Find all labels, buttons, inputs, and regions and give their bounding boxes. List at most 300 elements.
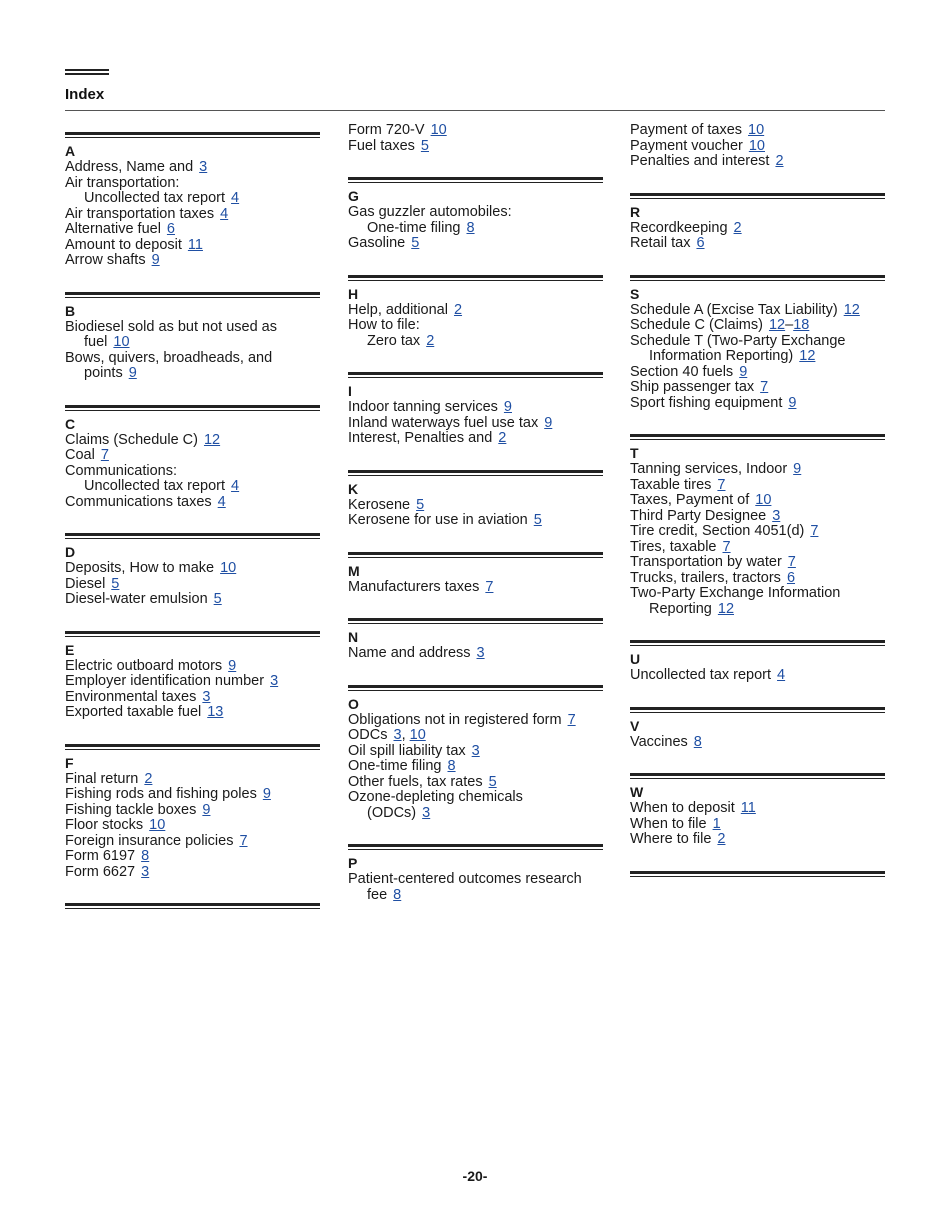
index-entry-text: Schedule A (Excise Tax Liability): [630, 301, 838, 318]
index-entry-text: Uncollected tax report: [84, 478, 226, 494]
index-entry: [630, 586, 885, 602]
index-entry-text: Section 40 fuels: [630, 363, 734, 380]
index-entry: [65, 495, 320, 511]
index-entry: [65, 351, 320, 367]
index-entry-text: Address, Name and: [65, 159, 194, 175]
page-reference-link[interactable]: 11: [187, 236, 203, 253]
page-reference-link[interactable]: 3: [270, 673, 279, 689]
section-divider: [65, 524, 320, 535]
page-reference-link[interactable]: 7: [760, 379, 769, 395]
index-entry-text: Obligations not in registered form: [348, 711, 562, 728]
index-entry-text: One-time filing: [348, 758, 442, 774]
index-entry-text: Indoor tanning services: [348, 399, 498, 415]
index-entry: [348, 728, 603, 744]
page-reference-link[interactable]: 4: [777, 667, 786, 683]
index-column-3: [630, 123, 885, 873]
index-entry: [630, 303, 885, 319]
top-decorative-rule: [65, 69, 109, 75]
index-entry: [630, 236, 885, 252]
index-entry: [630, 380, 885, 396]
index-entry-text: Third Party Designee: [630, 507, 767, 524]
page-reference-link[interactable]: 10: [755, 492, 772, 508]
index-entry-text: Recordkeeping: [630, 219, 728, 236]
index-entry: [630, 817, 885, 833]
index-entry-text: Form 6197: [65, 848, 136, 864]
index-entry-text: Alternative fuel: [65, 221, 161, 237]
index-entry: [65, 448, 320, 464]
page-reference-link[interactable]: 8: [141, 848, 150, 864]
page-reference-link[interactable]: 12: [717, 600, 735, 617]
index-entry: [630, 462, 885, 478]
section-divider-line: [348, 552, 603, 555]
section-letter: K: [348, 480, 359, 497]
page-reference-link[interactable]: 3: [393, 727, 402, 743]
page-reference-link[interactable]: 9: [151, 252, 160, 268]
index-entry-text: Tanning services, Indoor: [630, 461, 788, 477]
section-divider-line: [348, 618, 603, 621]
page-reference-link[interactable]: 7: [485, 578, 494, 595]
index-entry-text: ODCs: [348, 727, 388, 743]
index-entry-text: Electric outboard motors: [65, 657, 223, 674]
section-divider: [65, 283, 320, 294]
section-letter: M: [348, 562, 360, 579]
section-divider-line: [348, 177, 603, 180]
index-section-v: [630, 698, 885, 751]
page-reference-link[interactable]: 4: [220, 205, 229, 222]
section-divider-line: [630, 434, 885, 437]
section-letter: D: [65, 544, 76, 560]
index-entry: [65, 207, 320, 223]
index-entry: [630, 524, 885, 540]
index-section-t: [630, 425, 885, 617]
page-reference-link[interactable]: 3: [202, 688, 211, 705]
index-entry-text: Two-Party Exchange Information: [630, 585, 841, 601]
page-reference-link[interactable]: 9: [503, 399, 512, 415]
index-entry: [65, 176, 320, 192]
index-entry: [630, 478, 885, 494]
index-entry-text: Other fuels, tax rates: [348, 773, 483, 790]
page-reference-link[interactable]: 3: [772, 507, 781, 524]
page-reference-link[interactable]: 11: [740, 800, 756, 816]
section-divider-line: [348, 685, 603, 688]
page-reference-link[interactable]: 12: [203, 431, 221, 448]
page-reference-link[interactable]: 2: [733, 219, 742, 236]
index-section-n: [348, 609, 603, 662]
index-entry-text: Inland waterways fuel use tax: [348, 414, 539, 431]
page-reference-link[interactable]: 5: [420, 137, 429, 154]
page-reference-link[interactable]: 5: [411, 235, 420, 251]
index-entry-text: Taxes, Payment of: [630, 492, 750, 508]
index-entry: [348, 431, 603, 447]
page-reference-link[interactable]: 7: [810, 523, 819, 539]
page-reference-link[interactable]: 6: [696, 235, 705, 251]
index-entry-text: When to deposit: [630, 800, 735, 816]
index-section-f: [65, 735, 320, 881]
section-divider: [630, 184, 885, 195]
index-entry-text: Trucks, trailers, tractors: [630, 569, 781, 586]
index-entry: [630, 123, 885, 139]
index-entry: [630, 735, 885, 751]
index-entry-text: Arrow shafts: [65, 252, 146, 268]
page-reference-link[interactable]: 10: [220, 560, 237, 576]
index-entry: [348, 513, 603, 529]
section-divider: [65, 123, 320, 134]
index-entry-text: Claims (Schedule C): [65, 431, 198, 448]
page-reference-link[interactable]: 7: [239, 832, 248, 849]
page-reference-link[interactable]: 10: [113, 334, 130, 350]
index-entry-text: Uncollected tax report: [630, 667, 772, 683]
index-entry: [630, 349, 885, 365]
section-divider-line: [65, 405, 320, 408]
page-reference-link[interactable]: 7: [717, 476, 726, 493]
section-letter: R: [630, 203, 641, 220]
page-reference-link[interactable]: 5: [111, 575, 120, 592]
section-letter: P: [348, 855, 358, 871]
page-reference-link[interactable]: 6: [786, 569, 796, 586]
index-entry-text: Retail tax: [630, 235, 691, 251]
page-reference-link[interactable]: 2: [498, 430, 507, 446]
index-entry: [65, 479, 320, 495]
section-divider: [348, 543, 603, 554]
index-entry-text: Kerosene for use in aviation: [348, 512, 528, 528]
index-entry: [65, 803, 320, 819]
page-reference-link[interactable]: 13: [207, 704, 224, 720]
index-entry-text: Fishing tackle boxes: [65, 801, 197, 818]
index-entry: [65, 253, 320, 269]
index-entry-text: Reporting: [649, 600, 712, 617]
column-end-divider: [630, 862, 885, 873]
section-divider: [630, 764, 885, 775]
index-entry: [348, 775, 603, 791]
section-divider-line: [65, 533, 320, 536]
page-reference-link[interactable]: 12: [843, 301, 860, 318]
index-entry-text: fuel: [84, 334, 108, 350]
index-entry: [348, 334, 603, 350]
section-divider-line: [348, 275, 603, 278]
index-entry: [65, 772, 320, 788]
index-entry: [65, 674, 320, 690]
page-reference-link[interactable]: 9: [128, 365, 137, 381]
index-entry: [65, 160, 320, 176]
index-entry: [348, 236, 603, 252]
column-end-divider-line: [65, 903, 320, 906]
section-divider-line: [630, 275, 885, 278]
page-reference-link[interactable]: 3: [471, 742, 480, 759]
page-reference-link[interactable]: 1: [712, 815, 721, 832]
section-divider-line: [65, 631, 320, 634]
page-reference-link[interactable]: 6: [166, 221, 175, 237]
index-entry-text: Floor stocks: [65, 817, 144, 833]
index-entry: [630, 555, 885, 571]
index-entry: [630, 540, 885, 556]
section-letter: G: [348, 188, 359, 204]
index-column-2: [348, 123, 603, 917]
section-divider-line: [65, 132, 320, 135]
index-section-i: [348, 363, 603, 447]
page-reference-link[interactable]: 10: [409, 727, 426, 743]
index-entry: [348, 318, 603, 334]
index-entry: [348, 221, 603, 237]
section-divider: [630, 266, 885, 277]
page-reference-link[interactable]: 2: [144, 770, 153, 787]
index-entry: [65, 561, 320, 577]
index-entry: [348, 713, 603, 729]
section-letter: F: [65, 754, 74, 771]
index-entry-text: Exported taxable fuel: [65, 704, 202, 720]
index-entry-text: fee: [367, 886, 388, 903]
page-reference-link[interactable]: 5: [488, 773, 497, 790]
index-entry-text: Employer identification number: [65, 673, 265, 689]
page-reference-link[interactable]: 7: [787, 554, 796, 570]
index-column-1: [65, 123, 320, 905]
index-entry-text: Fishing rods and fishing poles: [65, 786, 257, 802]
section-letter: S: [630, 285, 640, 302]
index-entry-text: Kerosene: [348, 496, 411, 513]
index-entry-text: Form 6627: [65, 863, 136, 880]
index-entry: [348, 759, 603, 775]
section-divider-line: [630, 773, 885, 776]
index-entry: [348, 790, 603, 806]
index-entry-text: When to file: [630, 815, 707, 832]
page-reference-link[interactable]: 2: [775, 153, 784, 169]
page-reference-link[interactable]: 7: [722, 538, 731, 555]
index-entry-text: Transportation by water: [630, 554, 782, 570]
index-entry: [630, 668, 885, 684]
index-entry-text: Payment of taxes: [630, 122, 743, 138]
section-divider: [348, 609, 603, 620]
page-reference-link[interactable]: 4: [231, 478, 240, 494]
section-divider-line: [348, 470, 603, 473]
section-letter: A: [65, 143, 76, 159]
page-reference-link[interactable]: 18: [793, 317, 810, 333]
index-section-continued: [348, 123, 603, 154]
index-entry: [630, 334, 885, 350]
page-reference-link[interactable]: 10: [748, 137, 765, 154]
page-reference-link[interactable]: 3: [476, 645, 485, 661]
section-divider: [630, 425, 885, 436]
index-entry-text: Taxable tires: [630, 476, 712, 493]
index-entry: [630, 396, 885, 412]
index-entry-text: Biodiesel sold as but not used as: [65, 318, 277, 335]
index-entry: [348, 400, 603, 416]
index-entry-text: Ozone-depleting chemicals: [348, 789, 523, 805]
index-entry-text: Gas guzzler automobiles:: [348, 204, 512, 220]
index-section-d: [65, 524, 320, 608]
page-reference-link[interactable]: 5: [213, 591, 222, 607]
index-entry: [630, 801, 885, 817]
index-entry: [630, 221, 885, 237]
index-entry-text: Air transportation taxes: [65, 205, 215, 222]
index-entry-text: Tire credit, Section 4051(d): [630, 523, 805, 539]
index-entry: [348, 888, 603, 904]
index-entry-text: Diesel-water emulsion: [65, 591, 208, 607]
index-entry: [348, 139, 603, 155]
page-number: -20-: [462, 1168, 488, 1184]
index-entry: [630, 318, 885, 334]
index-entry: [348, 123, 603, 139]
index-section-h: [348, 266, 603, 350]
section-divider-line: [65, 744, 320, 747]
index-entry-text: Uncollected tax report: [84, 190, 226, 206]
index-section-p: [348, 835, 603, 903]
index-entry-text: Sport fishing equipment: [630, 394, 783, 411]
page-reference-link[interactable]: 4: [217, 493, 226, 510]
section-letter: C: [65, 415, 76, 432]
index-section-s: [630, 266, 885, 412]
column-end-divider: [65, 894, 320, 905]
section-divider: [348, 676, 603, 687]
section-letter: E: [65, 641, 75, 658]
index-section-k: [348, 461, 603, 529]
page-reference-link[interactable]: 2: [453, 301, 463, 318]
page-reference-link[interactable]: 7: [567, 711, 576, 728]
section-letter: H: [348, 285, 359, 302]
section-divider: [630, 698, 885, 709]
page-reference-link[interactable]: 10: [748, 122, 765, 138]
index-entry: [65, 464, 320, 480]
index-entry: [348, 205, 603, 221]
section-divider: [65, 735, 320, 746]
section-letter: V: [630, 717, 640, 734]
index-entry: [65, 191, 320, 207]
page-reference-link[interactable]: 10: [149, 817, 166, 833]
index-entry-text: Schedule T (Two-Party Exchange: [630, 332, 846, 349]
page-reference-link[interactable]: 8: [447, 758, 456, 774]
index-entry-text: Communications taxes: [65, 493, 212, 510]
page-reference-link[interactable]: 9: [262, 786, 271, 802]
index-entry: [65, 238, 320, 254]
index-entry-text: Communications:: [65, 462, 178, 479]
page-reference-link[interactable]: 8: [393, 886, 402, 903]
section-divider: [630, 631, 885, 642]
heading-underline: [65, 110, 885, 111]
index-entry-text: (ODCs): [367, 804, 417, 821]
page-reference-link[interactable]: 2: [426, 332, 435, 349]
index-entry-text: Interest, Penalties and: [348, 430, 493, 446]
index-entry: [65, 849, 320, 865]
index-entry-text: Tires, taxable: [630, 538, 717, 555]
section-divider: [348, 461, 603, 472]
index-entry-text: points: [84, 365, 123, 381]
index-section-g: [348, 168, 603, 252]
index-entry-text: One-time filing: [367, 219, 461, 236]
index-entry-text: Vaccines: [630, 733, 688, 750]
page-reference-link[interactable]: 12: [799, 348, 816, 364]
section-divider-line: [348, 372, 603, 375]
index-entry: [65, 659, 320, 675]
section-divider: [65, 396, 320, 407]
index-section-continued: [630, 123, 885, 170]
section-letter: T: [630, 445, 639, 461]
index-entry-text: Gasoline: [348, 235, 406, 251]
index-entry: [630, 571, 885, 587]
index-entry: [65, 222, 320, 238]
section-letter: O: [348, 695, 359, 712]
index-section-a: [65, 123, 320, 269]
page-reference-link[interactable]: 2: [717, 831, 726, 847]
section-divider: [65, 622, 320, 633]
index-section-r: [630, 184, 885, 252]
section-divider: [348, 168, 603, 179]
page-reference-link[interactable]: 3: [141, 863, 150, 880]
page-reference-link[interactable]: 9: [788, 394, 797, 411]
section-divider: [348, 363, 603, 374]
index-entry: [348, 580, 603, 596]
index-entry-text: Deposits, How to make: [65, 560, 215, 576]
index-section-u: [630, 631, 885, 684]
section-letter: W: [630, 784, 644, 800]
index-entry: [65, 577, 320, 593]
index-entry: [65, 320, 320, 336]
index-entry-text: Form 720-V: [348, 122, 425, 138]
index-entry: [348, 646, 603, 662]
page-reference-link[interactable]: 9: [739, 363, 748, 380]
index-entry: [348, 872, 603, 888]
index-entry: [348, 303, 603, 319]
section-letter: U: [630, 651, 641, 667]
page-reference-link[interactable]: 9: [793, 461, 802, 477]
index-entry-text: Schedule C (Claims): [630, 317, 763, 333]
index-entry-text: Penalties and interest: [630, 153, 770, 169]
index-entry-text: Bows, quivers, broadheads, and: [65, 349, 273, 366]
column-end-divider-line: [630, 871, 885, 874]
section-divider-line: [65, 292, 320, 295]
page-ref-separator: ,: [401, 727, 410, 743]
page-reference-link[interactable]: 9: [544, 414, 553, 431]
index-entry: [65, 335, 320, 351]
index-section-e: [65, 622, 320, 721]
index-entry-text: Coal: [65, 447, 95, 463]
index-entry: [65, 865, 320, 881]
page-reference-link[interactable]: 9: [202, 801, 211, 818]
index-entry-text: Where to file: [630, 831, 712, 847]
index-entry-text: Zero tax: [367, 332, 421, 349]
index-entry: [630, 509, 885, 525]
page-reference-link[interactable]: 3: [199, 159, 208, 175]
section-letter: B: [65, 302, 76, 319]
index-entry: [630, 832, 885, 848]
section-letter: N: [348, 629, 359, 645]
page-reference-link[interactable]: 10: [430, 122, 447, 138]
index-entry: [630, 139, 885, 155]
page-reference-link[interactable]: 5: [533, 512, 542, 528]
page-reference-link[interactable]: 7: [100, 447, 109, 463]
page-reference-link[interactable]: 12: [768, 317, 786, 333]
index-entry-text: How to file:: [348, 317, 420, 333]
index-section-w: [630, 764, 885, 848]
index-entry-text: Patient-centered outcomes research: [348, 871, 582, 887]
section-divider: [348, 835, 603, 846]
page-reference-link[interactable]: 9: [228, 657, 237, 674]
page-reference-link[interactable]: 8: [466, 219, 475, 236]
index-entry: [65, 818, 320, 834]
index-entry: [65, 592, 320, 608]
index-entry-text: Payment voucher: [630, 137, 743, 154]
index-entry: [65, 433, 320, 449]
page-ref-separator: –: [785, 317, 794, 333]
index-entry-text: Fuel taxes: [348, 137, 415, 154]
index-entry-text: Diesel: [65, 575, 106, 592]
index-entry-text: Amount to deposit: [65, 236, 182, 253]
index-entry-text: Environmental taxes: [65, 688, 197, 705]
index-entry-text: Air transportation:: [65, 174, 180, 191]
page-reference-link[interactable]: 8: [693, 733, 702, 750]
page-reference-link[interactable]: 3: [422, 804, 431, 821]
page-reference-link[interactable]: 4: [231, 190, 240, 206]
index-entry: [630, 602, 885, 618]
page-reference-link[interactable]: 5: [416, 496, 425, 513]
index-entry: [348, 498, 603, 514]
